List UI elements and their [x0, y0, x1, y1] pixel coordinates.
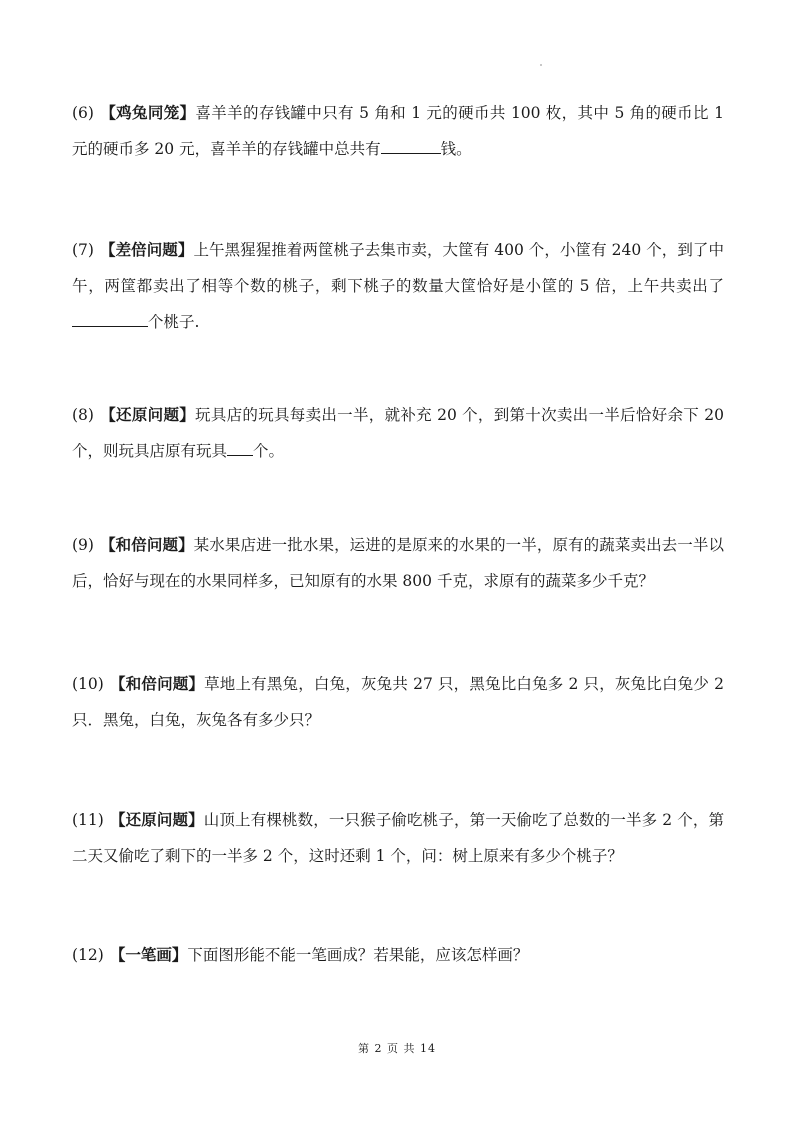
question-text-end: 钱。 — [440, 140, 472, 158]
question-text: 玩具店的玩具每卖出一半，就补充 20 个，到第十次卖出一半后恰好余下 20 个，则玩具店原有玩具 — [72, 406, 724, 460]
question-tag: 【和倍问题】 — [99, 535, 194, 554]
question-text-end: 个。 — [253, 442, 285, 460]
question-number: (9) — [72, 536, 94, 554]
question-number: (12) — [72, 946, 104, 964]
question-tag: 【和倍问题】 — [109, 674, 205, 693]
question-text: 下面图形能不能一笔画成？若果能，应该怎样画？ — [187, 946, 529, 964]
question-8 — [72, 397, 724, 469]
question-tag: 【鸡兔同笼】 — [99, 103, 196, 122]
question-number: (11) — [72, 811, 104, 829]
scan-dot — [540, 64, 542, 66]
question-number: (7) — [72, 241, 94, 259]
question-number: (6) — [72, 104, 94, 122]
question-9 — [72, 527, 724, 599]
answer-blank[interactable] — [72, 306, 148, 327]
question-tag: 【还原问题】 — [109, 810, 204, 829]
question-11 — [72, 802, 724, 874]
question-6 — [72, 95, 724, 167]
question-number: (8) — [72, 406, 94, 424]
question-tag: 【一笔画】 — [109, 945, 188, 964]
question-text: 某水果店进一批水果，运进的是原来的水果的一半，原有的蔬菜卖出去一半以后，恰好与现在的水果同样多，已知原有的水果 800 千克，求原有的蔬菜多少千克？ — [72, 536, 724, 590]
question-text: 山顶上有棵桃数，一只猴子偷吃桃子，第一天偷吃了总数的一半多 2 个，第二天又偷吃了剩下的一半多 2 个，这时还剩 1 个，问：树上原来有多少个桃子？ — [72, 811, 724, 865]
page-footer: 第 2 页 共 14 — [358, 1042, 436, 1055]
question-7 — [72, 232, 724, 340]
question-text-end: 个桃子. — [148, 313, 200, 331]
question-tag: 【还原问题】 — [99, 405, 196, 424]
question-tag: 【差倍问题】 — [99, 240, 194, 259]
question-text: 上午黑猩猩推着两筐桃子去集市卖，大筐有 400 个，小筐有 240 个，到了中午，两筐都卖出了相等个数的桃子，剩下桃子的数量大筐恰好是小筐的 5 倍，上午共卖出了 — [72, 241, 724, 295]
question-text: 喜羊羊的存钱罐中只有 5 角和 1 元的硬币共 100 枚，其中 5 角的硬币比 1 元的硬币多 20 元，喜羊羊的存钱罐中总共有 — [72, 104, 724, 158]
question-10 — [72, 666, 724, 738]
answer-blank[interactable] — [227, 435, 253, 456]
question-12 — [72, 937, 724, 973]
question-number: (10) — [72, 675, 104, 693]
answer-blank[interactable] — [381, 133, 441, 154]
question-text: 草地上有黑兔，白兔，灰兔共 27 只，黑兔比白兔多 2 只，灰兔比白兔少 2 只．黑兔，白兔，灰兔各有多少只？ — [72, 675, 724, 729]
